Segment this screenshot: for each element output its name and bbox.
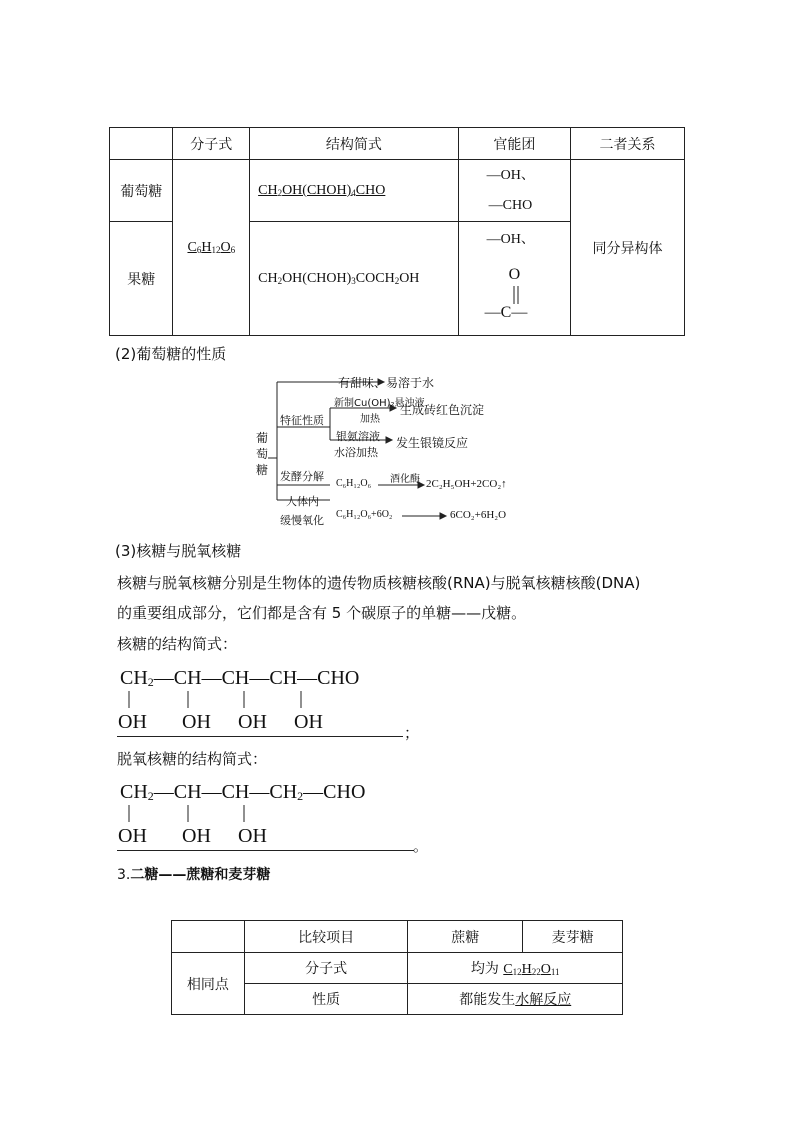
- ag-reagent: 银氨溶液: [336, 430, 380, 443]
- ribose-end: ；: [404, 724, 420, 742]
- deoxyribose-chain: $CH_2—CH—CH—CH_2—CHO$: [120, 781, 366, 803]
- header-formula: 分子式: [173, 128, 250, 160]
- disaccharide-table: [171, 920, 623, 1015]
- header-empty: [110, 128, 173, 160]
- header-functional-group: 官能团: [458, 128, 570, 160]
- cuoh-result: 生成砖红色沉淀: [400, 403, 485, 417]
- relation-cell: 同分异构体: [571, 160, 685, 336]
- deoxyribose-structure: [118, 781, 418, 853]
- fructose-name: 果糖: [110, 222, 173, 336]
- ferment-label: 发酵分解: [280, 470, 324, 483]
- glucose-structure: $CH_2OH(CHOH)_4CHO$: [258, 183, 386, 198]
- molecular-formula: $C_6H_{12}O_6$: [187, 240, 236, 255]
- deoxyribose-end: 。: [413, 837, 429, 855]
- ag-result: 发生银镜反应: [396, 436, 469, 450]
- ribose-chain: $CH_2—CH—CH—CH—CHO$: [120, 667, 360, 689]
- root-label: 葡 萄 糖: [256, 431, 269, 477]
- ribose-label: 核糖的结构简式：: [117, 635, 238, 653]
- ribose-underline: [117, 736, 403, 737]
- ribose-oh-1: OH: [118, 711, 147, 733]
- cuoh-condition: 加热: [360, 414, 380, 425]
- dis-row2-label: 性质: [244, 984, 408, 1015]
- header-structure: 结构简式: [250, 128, 459, 160]
- oxid-product: 6CO₂+6H₂O: [450, 509, 507, 521]
- glucose-functional-group: —OH、 —CHO: [458, 160, 570, 222]
- ribose-oh-3: OH: [238, 711, 267, 733]
- carbonyl-carbon: —C—: [484, 304, 528, 321]
- ferment-product: 2C₂H₅OH+2CO₂↑: [426, 478, 507, 490]
- dis-header-item: 比较项目: [244, 921, 408, 953]
- oxid-top: 人体内: [286, 495, 319, 508]
- fructose-structure-cell: [250, 222, 459, 336]
- deoxyribose-oh-2: OH: [182, 825, 211, 847]
- deoxyribose-oh-3: OH: [238, 825, 267, 847]
- ribose-bonds: [118, 691, 418, 711]
- branch-feature: 特征性质: [280, 414, 324, 427]
- ferment-reactant: C₆H₁₂O₆: [336, 478, 372, 489]
- header-relation: 二者关系: [571, 128, 685, 160]
- fructose-functional-group: —OH、 O —C—: [458, 222, 570, 336]
- glucose-properties-diagram: [250, 372, 550, 527]
- oxid-reactant: C₆H₁₂O₆+6O₂: [336, 509, 393, 520]
- fructose-structure: $CH_2OH(CHOH)_3COCH_2OH$: [258, 271, 420, 286]
- ferment-condition: 酒化酶: [390, 474, 420, 485]
- glucose-name: 葡萄糖: [110, 160, 173, 222]
- taste-text: 有甜味、易溶于水: [338, 376, 435, 390]
- carbonyl-oxygen: O: [508, 266, 521, 283]
- monosaccharide-table: [109, 127, 685, 336]
- ribose-structure: [118, 667, 418, 739]
- section-2-title: (2)葡萄糖的性质: [115, 345, 227, 363]
- section-disaccharide-title: 3.二糖——蔗糖和麦芽糖: [117, 867, 271, 883]
- oxid-bottom: 缓慢氧化: [280, 514, 324, 527]
- dis-row1-value: 均为 $C_{12}H_{22}O_{11}$: [408, 953, 623, 984]
- ribose-oh-4: OH: [294, 711, 323, 733]
- section-3-para-2: 的重要组成部分，它们都是含有 5 个碳原子的单糖——戊糖。: [117, 604, 527, 622]
- glucose-structure-cell: [250, 160, 459, 222]
- cuoh-reagent: 新制Cu(OH)₂悬浊液: [334, 398, 425, 409]
- disaccharide-formula: $C_{12}H_{22}O_{11}$: [503, 962, 560, 977]
- ribose-oh-2: OH: [182, 711, 211, 733]
- deoxyribose-oh-1: OH: [118, 825, 147, 847]
- deoxyribose-underline: [117, 850, 414, 851]
- molecular-formula-cell: [173, 160, 250, 336]
- dis-row2-value: 都能发生水解反应: [408, 984, 623, 1015]
- dis-group-label: 相同点: [172, 953, 245, 1015]
- deoxyribose-label: 脱氧核糖的结构简式：: [117, 750, 268, 768]
- carbonyl-double-bond: [511, 286, 521, 304]
- deoxyribose-bonds: [118, 805, 418, 825]
- section-3-para-1: 核糖与脱氧核糖分别是生物体的遗传物质核糖核酸(RNA)与脱氧核糖核酸(DNA): [117, 574, 641, 592]
- dis-row1-label: 分子式: [244, 953, 408, 984]
- dis-header-sucrose: 蔗糖: [408, 921, 523, 953]
- section-3-title: (3)核糖与脱氧核糖: [115, 542, 242, 560]
- ag-condition: 水浴加热: [334, 446, 378, 459]
- dis-header-maltose: 麦芽糖: [523, 921, 623, 953]
- dis-header-empty: [172, 921, 245, 953]
